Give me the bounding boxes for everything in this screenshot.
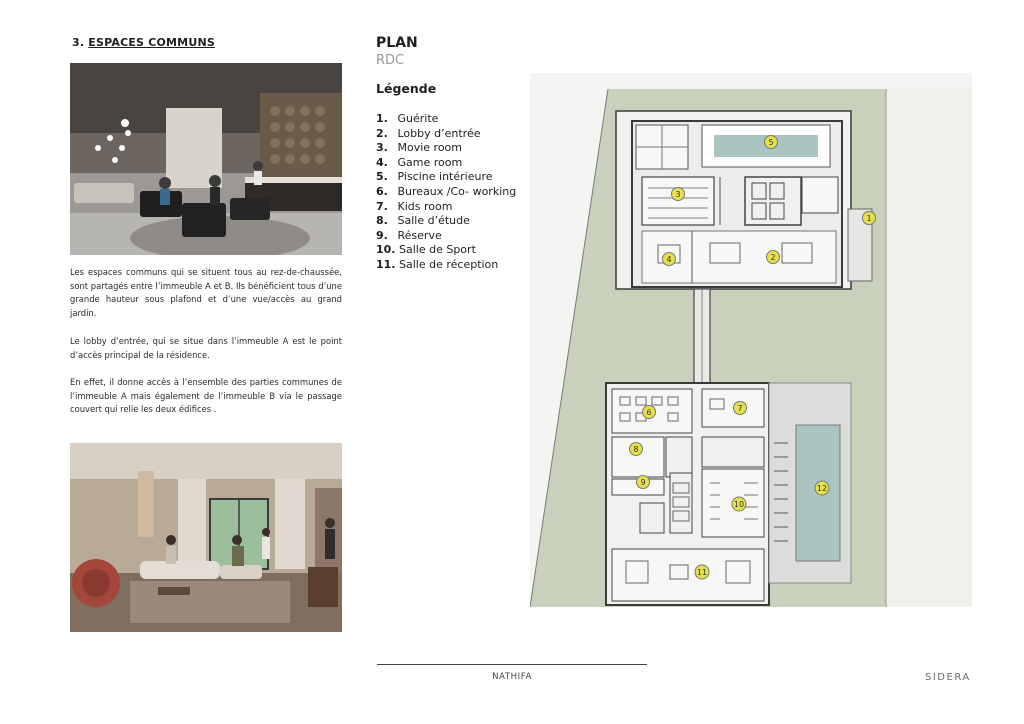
legend-title: Légende (376, 81, 437, 96)
paragraph-intro: Les espaces communs qui se situent tous au rez-de-chaussée, sont partagés entre l’immeuble A et B. Ils bénéficient tous d’une grande hauteur sous plafond et d’une vue/accès au grand jardin. (70, 267, 342, 318)
legend-item: 1. Guérite (376, 112, 439, 125)
plan-title: PLAN (376, 35, 418, 51)
paragraph-access: En effet, il donne accès à l’ensemble des parties communes de l’immeuble A mais également de l’immeuble B via le passage couvert qui relie les deux édifices . (70, 377, 342, 415)
plan-marker (765, 136, 778, 149)
plan-marker (663, 253, 676, 266)
legend-item: 3. Movie room (376, 141, 463, 155)
section-number: 3. (72, 36, 85, 49)
legend-item: 2. Lobby d’entrée (376, 126, 481, 140)
svg-text:8: 8 (633, 445, 639, 454)
svg-text:7: 7 (737, 404, 743, 413)
svg-text:12: 12 (816, 484, 828, 493)
legend-item: 9. Réserve (376, 228, 442, 242)
plan-marker (863, 212, 876, 225)
plan-subtitle: RDC (376, 53, 405, 68)
plan-marker (630, 443, 643, 456)
footer-divider (377, 664, 647, 665)
svg-text:4: 4 (666, 255, 672, 264)
legend-item: 11. Salle de réception (376, 257, 499, 271)
plan-marker (815, 481, 829, 495)
legend-list (376, 112, 516, 273)
svg-text:6: 6 (646, 408, 652, 417)
legend-item: 10. Salle de Sport (376, 243, 476, 257)
brand-logo: SIDERA (925, 672, 971, 683)
svg-text:1: 1 (866, 214, 872, 223)
svg-text:9: 9 (640, 478, 646, 487)
svg-text:3: 3 (675, 190, 681, 199)
plan-marker (637, 476, 650, 489)
legend-item: 8. Salle d’étude (376, 214, 470, 228)
floor-plan (530, 73, 972, 607)
svg-text:10: 10 (733, 500, 745, 509)
lounge-interior-photo (70, 443, 342, 632)
legend-item: 6. Bureaux /Co- working (376, 184, 517, 198)
footer-project-name: NATHIFA (492, 672, 532, 682)
plan-marker (734, 402, 747, 415)
legend-item: 7. Kids room (376, 199, 453, 213)
paragraph-lobby: Le lobby d’entrée, qui se situe dans l’immeuble A est le point d’accès principal de la résidence. (70, 336, 342, 360)
section-title: ESPACES COMMUNS (88, 36, 215, 49)
svg-text:5: 5 (768, 138, 774, 147)
plan-marker (732, 497, 746, 511)
legend-item: 4. Game room (376, 155, 463, 169)
plan-marker (643, 406, 656, 419)
legend-item: 5. Piscine intérieure (376, 170, 493, 184)
svg-text:11: 11 (696, 568, 708, 577)
section-heading (72, 36, 215, 49)
plan-marker (767, 251, 780, 264)
lobby-interior-photo (70, 63, 342, 255)
plan-marker (672, 188, 685, 201)
plan-marker (695, 565, 709, 579)
svg-text:2: 2 (770, 253, 776, 262)
